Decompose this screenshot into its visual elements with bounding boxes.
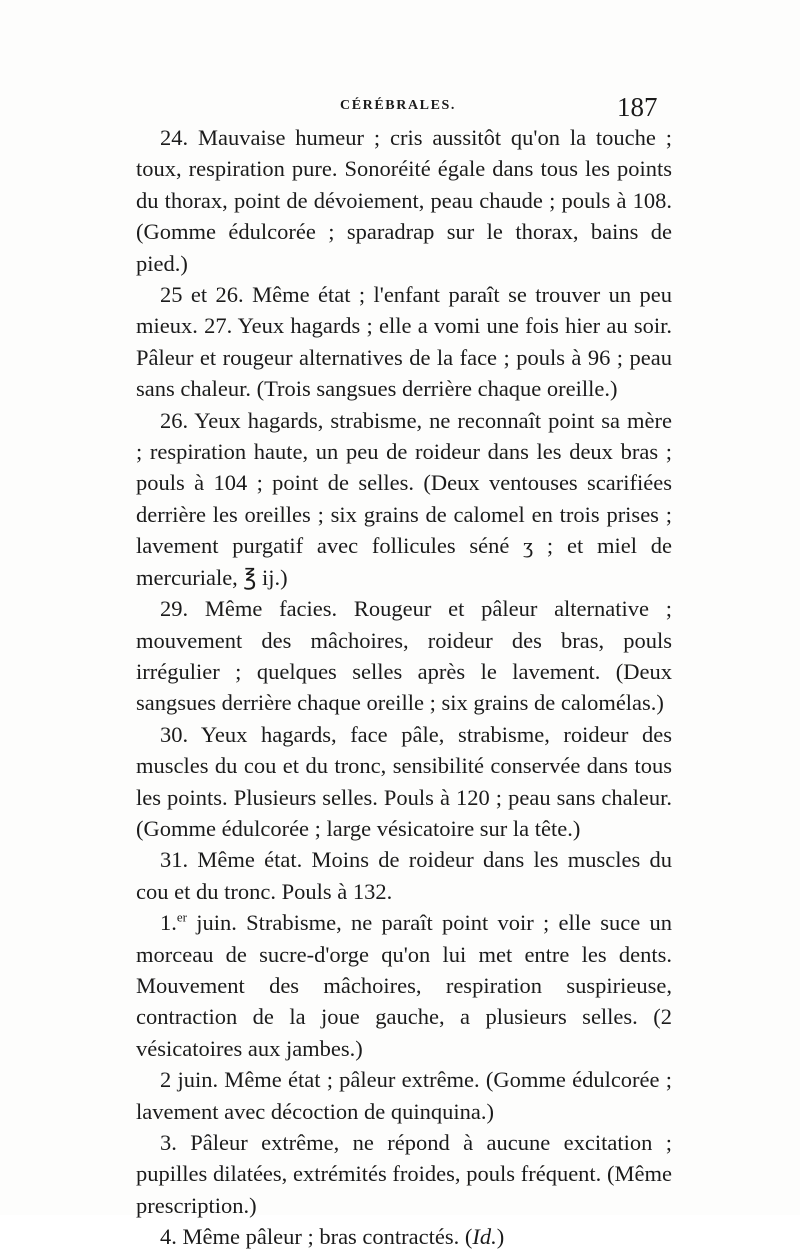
paragraph bbox=[136, 279, 672, 405]
body-text bbox=[136, 122, 672, 1253]
paragraph-text: 24. Mauvaise humeur ; cris aussitôt qu'on la touche ; toux, respiration pure. Sonoréité égale dans tous les points du thorax, point de dévoiement, peau chaude ; pouls à 108. (Gomme édulcorée ; sparadrap sur le thorax, bains de pied.) bbox=[136, 125, 672, 276]
paragraph bbox=[136, 1221, 672, 1252]
page-number: 187 bbox=[617, 92, 658, 122]
paragraph-text: 2 juin. Même état ; pâleur extrême. (Gomme édulcorée ; lavement avec décoction de quinquina.) bbox=[136, 1067, 672, 1124]
italic-abbreviation: Id. bbox=[472, 1224, 497, 1250]
paragraph-tail: ) bbox=[496, 1224, 505, 1250]
paragraph-text: juin. Strabisme, ne paraît point voir ; elle suce un morceau de sucre-d'orge qu'on lui met entre les dents. Mouvement des mâchoires, respiration suspirieuse, contraction de la joue gauche, a plusieurs selles. (2 vésicatoires aux jambes.) bbox=[136, 910, 672, 1061]
paragraph-text: 30. Yeux hagards, face pâle, strabisme, roideur des muscles du cou et du tronc, sensibilité conservée dans tous les points. Plusieurs selles. Pouls à 120 ; peau sans chaleur. (Gomme édulcorée ; large vésicatoire sur la tête.) bbox=[136, 721, 672, 841]
paragraph bbox=[136, 1064, 672, 1127]
date-number: 1. bbox=[160, 910, 177, 936]
running-head: CÉRÉBRALES. bbox=[340, 98, 457, 113]
paragraph bbox=[136, 1127, 672, 1221]
paragraph-text: 25 et 26. Même état ; l'enfant paraît se trouver un peu mieux. 27. Yeux hagards ; elle a vomi une fois hier au soir. Pâleur et rougeur alternatives de la face ; pouls à 96 ; peau sans chaleur. (Trois sangsues derrière chaque oreille.) bbox=[136, 282, 672, 402]
paragraph bbox=[136, 593, 672, 719]
paragraph bbox=[136, 405, 672, 593]
ordinal-superscript: er bbox=[176, 909, 187, 925]
paragraph-text: 29. Même facies. Rougeur et pâleur alternative ; mouvement des mâchoires, roideur des bras, pouls irrégulier ; quelques selles après le lavement. (Deux sangsues derrière chaque oreille ; six grains de calomélas.) bbox=[136, 596, 672, 716]
paragraph bbox=[136, 719, 672, 845]
page-header bbox=[0, 92, 800, 122]
paragraph-text: 31. Même état. Moins de roideur dans les muscles du cou et du tronc. Pouls à 132. bbox=[136, 847, 672, 904]
paragraph bbox=[136, 844, 672, 907]
paragraph-text: 4. Même pâleur ; bras contractés. ( bbox=[160, 1224, 473, 1250]
paragraph bbox=[136, 122, 672, 279]
paragraph-text: 3. Pâleur extrême, ne répond à aucune excitation ; pupilles dilatées, extrémités froides, pouls fréquent. (Même prescription.) bbox=[136, 1130, 672, 1218]
paragraph-text: 26. Yeux hagards, strabisme, ne reconnaît point sa mère ; respiration haute, un peu de roideur dans les deux bras ; pouls à 104 ; point de selles. (Deux ventouses scarifiées derrière les oreilles ; six grains de calomel en trois prises ; lavement purgatif avec follicules séné ʒ ; et miel de mercuriale, ℥ ij.) bbox=[136, 407, 672, 590]
paragraph bbox=[136, 907, 672, 1064]
